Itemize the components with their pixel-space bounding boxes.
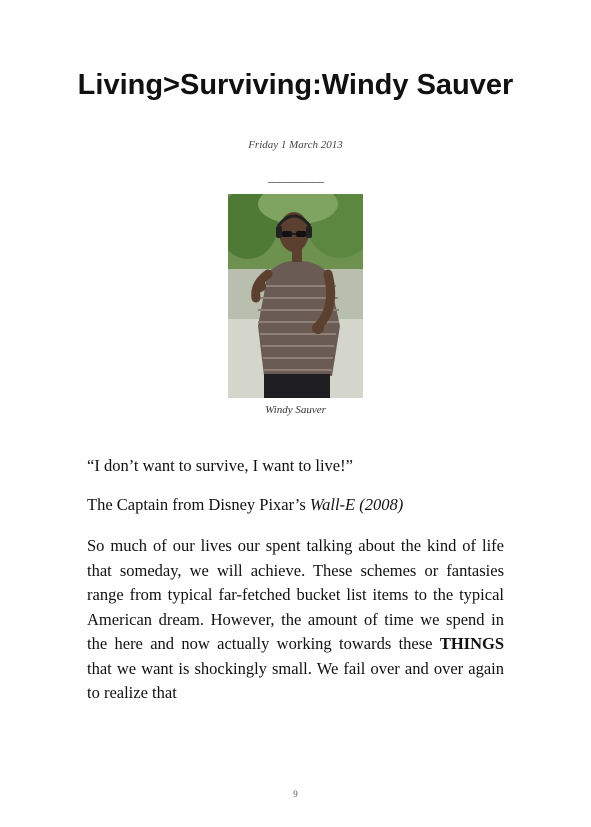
article-title: Living>Surviving:Windy Sauver xyxy=(77,69,514,101)
body-paragraph xyxy=(87,534,504,706)
emphasized-word: THINGS xyxy=(439,634,504,653)
quote-attribution xyxy=(87,493,504,518)
attribution-text: The Captain from Disney Pixar’s xyxy=(87,495,310,514)
body-text-end: that we want is shockingly small. We fail over and over again to realize that xyxy=(87,658,504,702)
opening-quote: “I don’t want to survive, I want to live!” xyxy=(87,456,353,475)
title-separator: ___________ xyxy=(268,170,323,184)
photo-caption: Windy Sauver xyxy=(265,404,326,416)
portrait-illustration xyxy=(228,194,363,398)
body-text-start: So much of our lives our spent talking about the kind of life that someday, we will achieve. These schemes or fantasies range from typical far-fetched bucket list items to the typical American dream. However, the amount of time we spend in the here and now actually working towards these xyxy=(87,536,504,653)
portrait-photo xyxy=(228,194,363,398)
film-title: Wall-E (2008) xyxy=(309,495,404,514)
page-number: 9 xyxy=(293,789,298,799)
article-date: Friday 1 March 2013 xyxy=(248,139,343,151)
